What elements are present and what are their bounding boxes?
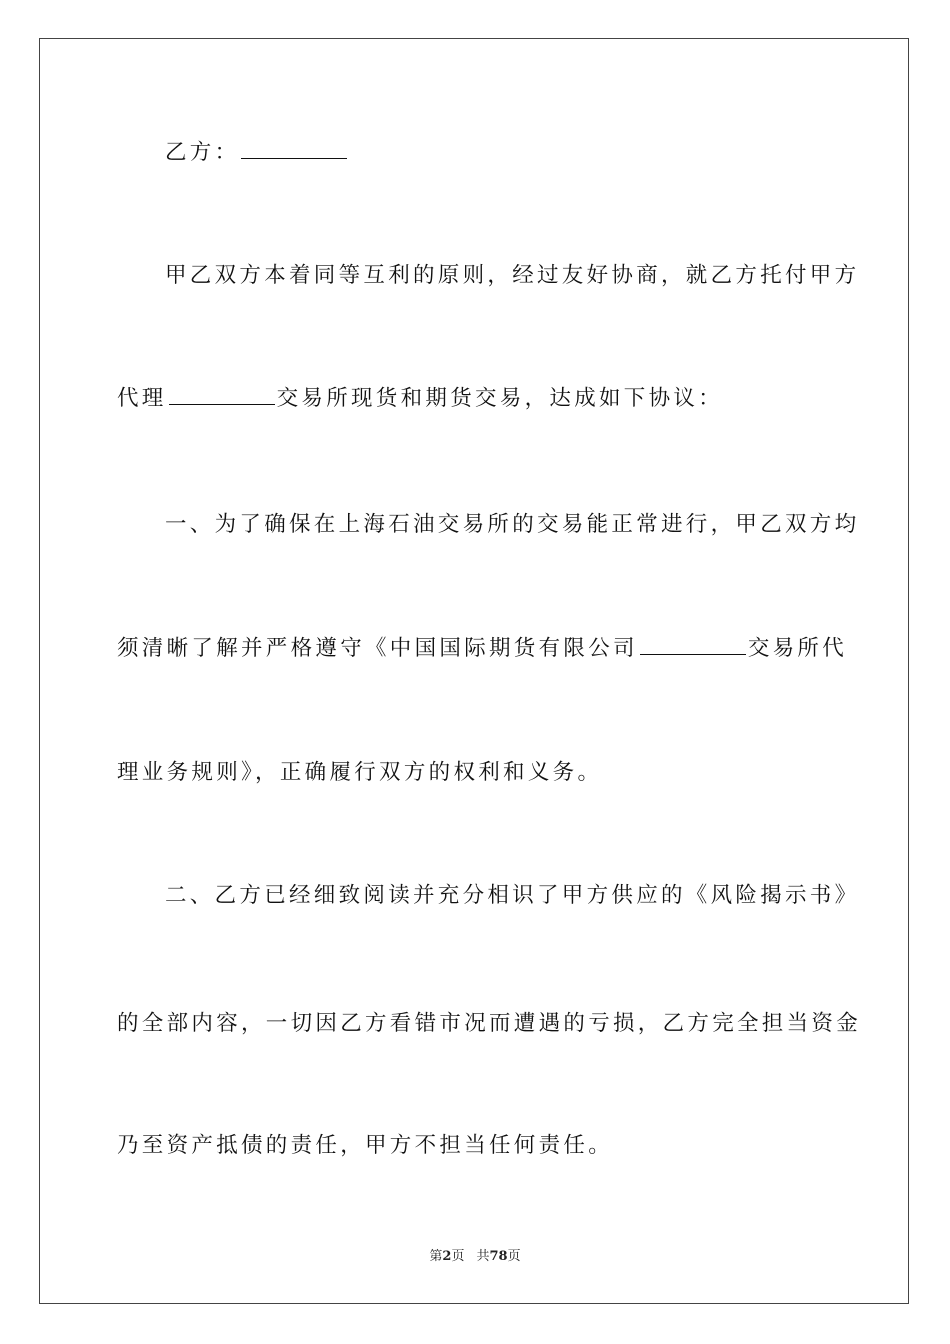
para2-line2 (117, 634, 847, 664)
company-exchange-blank (640, 636, 746, 655)
total-suffix: 页 (507, 1249, 521, 1264)
page-prefix: 第 (429, 1249, 443, 1264)
para3-line1: 二、乙方已经细致阅读并充分相识了甲方供应的《风险揭示书》 (165, 883, 860, 908)
para3-line2: 的全部内容，一切因乙方看错市况而遭遇的亏损，乙方完全担当资金 (117, 1011, 862, 1036)
para1-line2-prefix: 代理 (117, 386, 167, 411)
total-pages: 78 (489, 1249, 508, 1264)
para2-line2-prefix: 须清晰了解并严格遵守《中国国际期货有限公司 (117, 636, 638, 661)
party-b-blank (241, 140, 347, 159)
page-footer (0, 1245, 950, 1264)
para1-line2-suffix: 交易所现货和期货交易，达成如下协议： (276, 386, 724, 411)
para1-line2 (117, 384, 723, 414)
para2-line1: 一、为了确保在上海石油交易所的交易能正常进行，甲乙双方均 (165, 512, 860, 537)
para2-line3: 理业务规则》，正确履行双方的权利和义务。 (117, 760, 603, 785)
para1-line1: 甲乙双方本着同等互利的原则，经过友好协商，就乙方托付甲方 (165, 263, 860, 288)
page-border (39, 38, 909, 1304)
page-number: 2 (442, 1249, 452, 1264)
exchange-blank (169, 386, 275, 405)
para2-line2-suffix: 交易所代 (747, 636, 848, 661)
party-b-line (165, 138, 349, 168)
page-suffix: 页 (451, 1249, 465, 1264)
party-b-label: 乙方： (165, 140, 240, 165)
para3-line3: 乃至资产抵债的责任，甲方不担当任何责任。 (117, 1133, 614, 1158)
total-prefix: 共 (476, 1249, 490, 1264)
